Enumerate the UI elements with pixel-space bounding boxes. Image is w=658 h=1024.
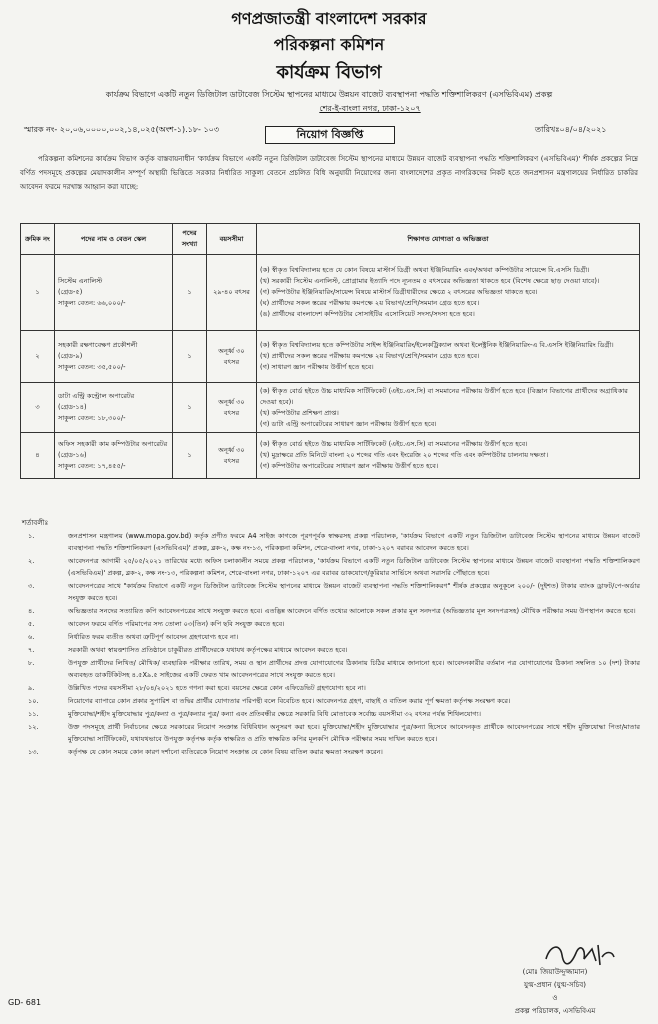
condition-number: ১০.	[28, 697, 39, 705]
condition-number: ৯.	[28, 684, 35, 692]
condition-number: ১৩.	[28, 748, 39, 756]
condition-text: কর্তৃপক্ষ যে কোন সময়ে কোন কারণ দর্শানো ব্যতিরেকে নিয়োগ সংক্রান্ত যে কোন বিষয় বাতিল করার ক্ষমতা সংরক্ষণ করেন।	[68, 748, 383, 756]
post-grade: (গ্রেড-৫)	[58, 288, 83, 296]
table-header-row	[21, 224, 640, 255]
condition-text: সরকারী অথবা স্বায়ত্তশাসিত প্রতিষ্ঠানে চাকুরীরত প্রার্থীদেরকে যথাযথ কর্তৃপক্ষের মাধ্যমে আবেদন করতে হবে।	[68, 646, 348, 654]
condition-number: ৬.	[28, 633, 35, 641]
post-salary: সাকুল্য বেতন: ১৭,৪৫৫/-	[58, 462, 126, 470]
signature-block	[470, 966, 640, 1018]
row-post	[55, 331, 173, 383]
condition-item	[28, 708, 640, 720]
table-row	[21, 255, 640, 331]
row-post	[55, 383, 173, 433]
table-row	[21, 331, 640, 383]
signatory-role: প্রকল্প পরিচালক, এসভিবিএম	[514, 1007, 596, 1015]
qualification-item: (খ) কম্পিউটার প্রশিক্ষণ প্রাপ্ত।	[260, 408, 339, 417]
commission-title: পরিকল্পনা কমিশন	[273, 35, 385, 54]
post-grade: (গ্রেড-৯)	[58, 352, 83, 360]
notice-title: নিয়োগ বিজ্ঞপ্তি	[265, 126, 395, 144]
row-age: অনূর্ধ্ব ৩০ বৎসর	[207, 433, 257, 479]
post-name: সিস্টেম এনালিস্ট	[58, 277, 103, 285]
signatory-and: ও	[552, 994, 558, 1002]
header-age: বয়সসীমা	[207, 224, 257, 255]
memo-number: স্মারক নং- ২০,০৬,০০০০,০০২,১৪,০২৫(অংশ-১).১৮- ১০৩	[24, 125, 220, 134]
row-serial: ৩	[21, 383, 55, 433]
row-count: ১	[173, 433, 207, 479]
row-count: ১	[173, 331, 207, 383]
row-qualifications	[257, 331, 640, 383]
condition-item	[28, 555, 640, 579]
qualification-item: (ঘ) প্রার্থীদের সকল স্তরের পরীক্ষায় কমপক্ষে ২য় বিভাগ/শ্রেণি/সমমান গ্রেড হতে হবে।	[260, 299, 480, 307]
post-salary: সাকুল্য বেতন: ৬৬,০০০/-	[58, 299, 126, 307]
table-row	[21, 433, 640, 479]
conditions-list	[28, 530, 640, 759]
qualification-item: (খ) প্রার্থীদের সকল স্তরের পরীক্ষায় কমপক্ষে ২য় বিভাগ/শ্রেণি/সমমান গ্রেড হতে হবে।	[260, 352, 480, 360]
condition-text: মুক্তিযোদ্ধা/শহীদ মুক্তিযোদ্ধার পুত্র/কন্যা ও পুত্র/কন্যার পুত্র/ কন্যা এবং প্রতিবন্ধীর ক্ষেত্রে সরকারি বিধি মোতাবেক সর্বোচ্চ বয়সসীমা ৩২ বৎসর পর্যন্ত শিথিলযোগ্য।	[68, 710, 482, 718]
row-count: ১	[173, 255, 207, 331]
qualification-item: (গ) সাধারণ জ্ঞান পরীক্ষায় উত্তীর্ণ হতে হবে।	[260, 363, 374, 371]
post-name: অফিস সহকারী কাম কম্পিউটার অপারেটর	[58, 440, 168, 448]
row-age: অনূর্ধ্ব ৩০ বৎসর	[207, 331, 257, 383]
condition-number: ১২.	[28, 723, 39, 731]
condition-item	[28, 644, 640, 656]
qualification-item: (ক) স্বীকৃত বোর্ড হইতে উচ্চ মাধ্যমিক সার্টিফিকেট (এইচ.এস.সি) বা সমমানের পরীক্ষায় উত্তীর্ণ হতে হবে।	[260, 440, 528, 448]
qualification-item: (গ) কম্পিউটার ইঞ্জিনিয়ারিং/সায়েন্স বিষয়ে মাস্টার্স ডিগ্রীধারীদের ক্ষেত্রে ২ বৎসরের অভিজ্ঞতা থাকতে হবে।	[260, 288, 538, 296]
qualification-item: (ক) স্বীকৃত বোর্ড হইতে উচ্চ মাধ্যমিক সার্টিফিকেট (এইচ.এস.সি) বা সমমানের পরীক্ষায় উত্তীর্ণ হতে হবে (বিজ্ঞান বিভাগের প্রার্থীদের অগ্রাধিকার দেওয়া হবে)।	[260, 386, 628, 406]
condition-number: ৮.	[28, 659, 35, 667]
condition-item	[28, 605, 640, 617]
row-qualifications	[257, 433, 640, 479]
row-qualifications	[257, 383, 640, 433]
signatory-title: যুগ্ম-প্রধান (যুগ্ম-সচিব)	[523, 981, 587, 989]
qualification-item: (ক) স্বীকৃত বিশ্ববিদ্যালয় হতে যে কোন বিষয়ে মাস্টার্স ডিগ্রী অথবা ইঞ্জিনিয়ারিং এবং/অথবা কম্পিউটার সায়েন্সে বি.এসসি ডিগ্রী।	[260, 266, 590, 274]
footer-code: GD- 681	[8, 998, 42, 1007]
intro-paragraph: পরিকল্পনা কমিশনের কার্যক্রম বিভাগ কর্তৃক বাস্তবায়নাধীন 'কার্যক্রম বিভাগে একটি নতুন ডিজিটাল ডাটাবেজ সিস্টেম স্থাপনের মাধ্যমে উন্নয়ন বাজেট ব্যবস্থাপনা পদ্ধতি শক্তিশালিকরণ (এসভিবিএম)' শীর্ষক প্রকল্পের নিম্নে বর্ণিত পদসমূহে প্রকল্পের মেয়াদকালীন সম্পূর্ণ অস্থায়ী ভিত্তিতে সরকার নির্ধারিত সাকুল্য বেতনে প্রচলিত বিধি অনুযায়ী নিয়োগের জন্য বাংলাদেশের প্রকৃত নাগরিকদের নিকট হতে জনপ্রশাসন মন্ত্রণালয়ের নির্ধারিত চাকরির আবেদন ফরমে দরখাস্ত আহ্বান করা যাচ্ছে:	[20, 155, 638, 191]
header-serial: ক্রমিক নং	[21, 224, 55, 255]
condition-number: ৩.	[28, 582, 35, 590]
condition-text: নির্ধারিত ফরম ব্যতীত অথবা ত্রুটিপূর্ণ আবেদন গ্রহণযোগ্য হবে না।	[68, 633, 239, 641]
division-title: কার্যক্রম বিভাগ	[276, 62, 382, 83]
condition-text: উল্লিখিত পদের বয়সসীমা ২৮/০৪/২০২১ হতে গণনা করা হবে। বয়সের ক্ষেত্রে কোন এফিডেভিট গ্রহণযোগ্য হবে না।	[68, 684, 366, 692]
row-serial: ৪	[21, 433, 55, 479]
condition-item	[28, 530, 640, 554]
qualification-item: (খ) মুদ্রাক্ষরে প্রতি মিনিটে বাংলা ২০ শব্দের গতি এবং ইংরেজি ২০ শব্দের গতি এবং কম্পিউটার চালনায় দক্ষতা।	[260, 451, 549, 459]
vacancy-table	[20, 223, 640, 479]
header-qualification: শিক্ষাগত যোগ্যতা ও অভিজ্ঞতা	[257, 224, 640, 255]
row-age: ২৯-৪০ বৎসর	[207, 255, 257, 331]
post-name: ডাটা এন্ট্রি কন্ট্রোল অপারেটর	[58, 392, 135, 400]
condition-text: উপযুক্ত প্রার্থীদের লিখিত/ মৌখিক/ ব্যবহারিক পরীক্ষার তারিখ, সময় ও স্থান প্রার্থীদের প্রদত্ত যোগাযোগের ঠিকানায় চিঠির মাধ্যমে জানানো হবে। আবেদনকারীর বর্তমান পত্র যোগাযোগের ঠিকানা সম্বলিত ১০ (দশ) টাকার অব্যবহৃত ডাকটিকিটসহ ৪.৫X৯.৫ সাইজের একটি ফেরত খাম আবেদনপত্রের সাথে সংযুক্ত করতে হবে।	[68, 659, 640, 679]
row-post	[55, 433, 173, 479]
table-row	[21, 383, 640, 433]
condition-number: ১.	[28, 532, 35, 540]
qualification-item: (গ) কম্পিউটার অপারেটরের সাধারণ জ্ঞান পরীক্ষায় উত্তীর্ণ হতে হবে।	[260, 462, 439, 470]
condition-number: ১১.	[28, 710, 39, 718]
row-serial: ২	[21, 331, 55, 383]
header-count: পদের সংখ্যা	[173, 224, 207, 255]
row-age: অনূর্ধ্ব ৩০ বৎসর	[207, 383, 257, 433]
post-name: সহকারী রক্ষণাবেক্ষণ প্রকৌশলী	[58, 341, 138, 349]
condition-text: আবেদনপত্রের সাথে "কার্যক্রম বিভাগে একটি নতুন ডিজিটাল ডাটাবেজ সিস্টেম স্থাপনের মাধ্যমে উন্নয়ন বাজেট ব্যবস্থাপনা পদ্ধতি শক্তিশালিকরণ" শীর্ষক প্রকল্পের অনুকূলে ২০০/- (দুইশত) টাকার ব্যাংক ড্রাফট/পে-অর্ডার সংযুক্ত করতে হবে।	[68, 582, 640, 602]
condition-text: অভিজ্ঞতার সনদের সত্যায়িত কপি আবেদনপত্রের সাথে সংযুক্ত করতে হবে। এতদ্ভিন্ন আবেদনে বর্ণিত তথ্যের আলোকে সকল প্রকার মূল সনদপত্র (অভিজ্ঞতার মূল সনদপত্রসহ) মৌখিক পরীক্ষার সময় উপস্থাপন করতে হবে।	[68, 607, 636, 615]
condition-item	[28, 657, 640, 681]
condition-number: ৫.	[28, 620, 35, 628]
condition-item	[28, 746, 640, 758]
row-post	[55, 255, 173, 331]
government-title: গণপ্রজাতন্ত্রী বাংলাদেশ সরকার	[231, 9, 427, 28]
header-post: পদের নাম ও বেতন স্কেল	[55, 224, 173, 255]
condition-item	[28, 695, 640, 707]
post-salary: সাকুল্য বেতন: ১৮,৩০০/-	[58, 414, 126, 422]
condition-item	[28, 631, 640, 643]
condition-text: জনপ্রশাসন মন্ত্রণালয় (www.mopa.gov.bd) কর্তৃক প্রণীত ফরমে A4 সাইজ কাগজে পূরণপূর্বক স্বাক্ষরসহ প্রকল্প পরিচালক, 'কার্যক্রম বিভাগে একটি নতুন ডিজিটাল ডাটাবেজ সিস্টেম স্থাপনের মাধ্যমে উন্নয়ন বাজেট ব্যবস্থাপনা পদ্ধতি শক্তিশালিকরণ (এসভিবিএম)' প্রকল্প, ব্লক-২, কক্ষ নং-১৩, পরিকল্পনা কমিশন, শেরে-বাংলা নগর, ঢাকা-১২০৭ বরাবর আবেদন করতে হবে।	[68, 532, 640, 552]
condition-number: ৪.	[28, 607, 35, 615]
condition-text: আবেদন ফরমে বর্ণিত পরিমাপের সদ্য তোলা ০৩(তিন) কপি ছবি সংযুক্ত করতে হবে।	[68, 620, 285, 628]
row-count: ১	[173, 383, 207, 433]
condition-item	[28, 721, 640, 745]
memo-date: তারিখঃ০৪/০৪/২০২১	[535, 125, 607, 134]
condition-text: আবেদনপত্র আগামী ২৫/০৫/২০২১ তারিখের মধ্যে অফিস চলাকালীন সময়ে প্রকল্প পরিচালক, 'কার্যক্রম বিভাগে একটি নতুন ডিজিটাল ডাটাবেজ সিস্টেম স্থাপনের মাধ্যমে উন্নয়ন বাজেট ব্যবস্থাপনা পদ্ধতি শক্তিশালিকরণ (এসভিবিএম)' প্রকল্প, ব্লক-২, কক্ষ নং-১৩, পরিকল্পনা কমিশন, শেরে-বাংলা নগর, ঢাকা-১২০৭ এর বরাবর ডাকযোগে/কুরিয়ার সার্ভিসে অথবা সরাসরি পৌঁছাতে হবে।	[68, 557, 640, 577]
qualification-item: (গ) ডাটা এন্ট্রি অপারেটরের সাধারণ জ্ঞান পরীক্ষায় উত্তীর্ণ হতে হবে।	[260, 419, 437, 428]
condition-item	[28, 618, 640, 630]
condition-text: নিয়োগের ব্যাপারে কোন প্রকার সুপারিশ বা তদ্বির প্রার্থীর যোগ্যতার পরিপন্থী বলে বিবেচিত হবে। আবেদনপত্র গ্রহণ, বাছাই ও বাতিল করার পূর্ণ ক্ষমতা কর্তৃপক্ষ সংরক্ষণ করে।	[68, 697, 511, 705]
post-grade: (গ্রেড-১৬)	[58, 451, 87, 459]
condition-item	[28, 580, 640, 604]
post-grade: (গ্রেড-১৪)	[58, 403, 87, 411]
row-serial: ১	[21, 255, 55, 331]
condition-item	[28, 682, 640, 694]
condition-number: ৭.	[28, 646, 35, 654]
signatory-name: (মোঃ জিয়াউদ্দুজ্জামান)	[522, 968, 588, 976]
conditions-heading: শর্তাবলীঃ	[22, 519, 49, 527]
condition-number: ২.	[28, 557, 35, 565]
row-qualifications	[257, 255, 640, 331]
post-salary: সাকুল্য বেতন: ৩৫,৫০০/-	[58, 363, 126, 371]
qualification-item: (খ) সরকারী সিস্টেম এনালিস্ট, প্রোগ্রামার ইত্যাদি পদে ন্যূনতম ৫ বৎসরের অভিজ্ঞতা থাকতে হবে (বিশেষ ক্ষেত্রে ছাড় দেওয়া যাবে)।	[260, 277, 600, 285]
qualification-item: (ক) স্বীকৃত বিশ্ববিদ্যালয় হতে কম্পিউটার সাইন্স ইঞ্জিনিয়ারিং/ইলেকট্রিক্যাল অথবা ইলেক্ট্রনিক ইঞ্জিনিয়ারিং-এ বি.এসসি ইঞ্জিনিয়ারিং ডিগ্রী।	[260, 341, 614, 349]
office-address: শের-ই-বাংলা নগর, ঢাকা-১২০৭	[319, 104, 421, 113]
project-name: কার্যক্রম বিভাগে একটি নতুন ডিজিটাল ডাটাবেজ সিস্টেম স্থাপনের মাধ্যমে উন্নয়ন বাজেট ব্যবস্থাপনা পদ্ধতি শক্তিশালিকরণ (এসভিবিএম) প্রকল্প	[105, 90, 553, 99]
condition-text: উক্ত পদসমূহে প্রার্থী নির্বাচনের ক্ষেত্রে সরকারের নিয়োগ সংক্রান্ত বিধিবিধান অনুসরণ করা হবে। মুক্তিযোদ্ধা/শহীদ মুক্তিযোদ্ধার পুত্র/কন্যা হিসেবে আবেদনকৃত প্রার্থীকে আবেদনপত্রের সাথে শহীদ মুক্তিযোদ্ধা পিতা/মাতার মুক্তিযোদ্ধা সার্টিফিকেট, যথাযথভাবে উপযুক্ত কর্তৃপক্ষ কর্তৃক স্বাক্ষরিত ও প্রতি স্বাক্ষরিত কপির মূলকপি মৌখিক পরীক্ষার সময় দাখিল করতে হবে।	[68, 723, 640, 743]
qualification-item: (ঙ) প্রার্থীদের বাংলাদেশ কম্পিউটার সোসাইটির এসোসিয়েট সদস্য/সদস্য হতে হবে।	[260, 310, 475, 318]
